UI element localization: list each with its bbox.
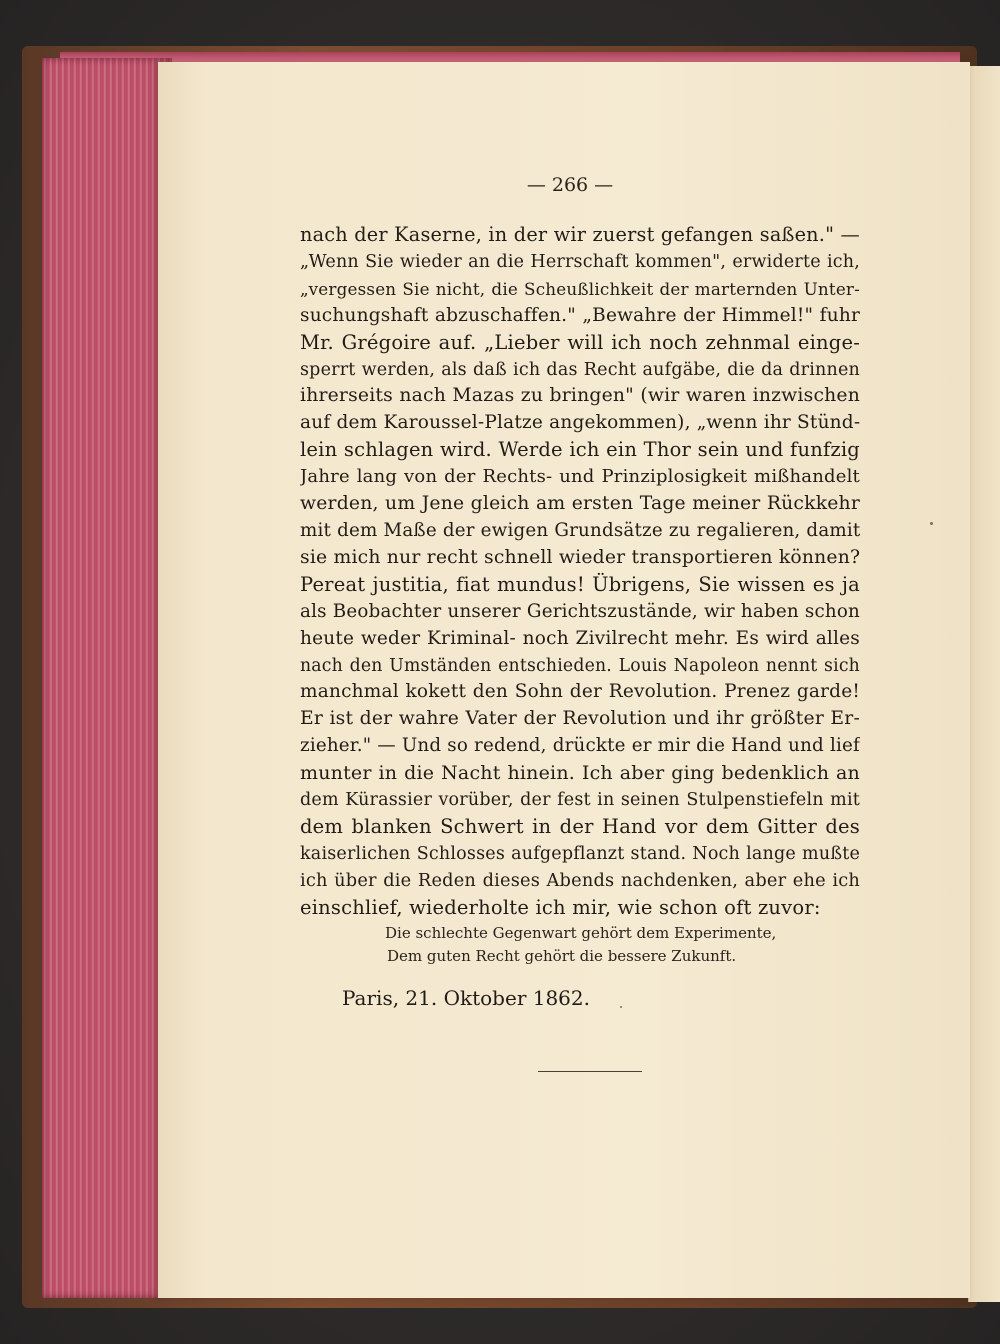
text-line: mit dem Maße der ewigen Grundsätze zu regalieren, damit <box>300 519 860 541</box>
text-line: auf dem Karoussel-Platze angekommen), „wenn ihr Stünd- <box>300 412 860 434</box>
text-line: sie mich nur recht schnell wieder transportieren können? <box>300 546 860 568</box>
text-line: ihrerseits nach Mazas zu bringen" (wir waren inzwischen <box>300 385 860 407</box>
text-line: Er ist der wahre Vater der Revolution und ihr größter Er- <box>300 708 860 730</box>
body-text <box>300 222 860 922</box>
text-line: zieher." — Und so redend, drückte er mir die Hand und lief <box>300 735 860 757</box>
text-line: nach den Umständen entschieden. Louis Napoleon nennt sich <box>300 655 860 676</box>
text-line: manchmal kokett den Sohn der Revolution. Prenez garde! <box>300 681 860 703</box>
page-edges <box>42 58 172 1298</box>
verse-line: Die schlechte Gegenwart gehört dem Experimente, <box>385 924 777 942</box>
text-line: Jahre lang von der Rechts- und Prinziplosigkeit mißhandelt <box>300 466 860 488</box>
text-line: ich über die Reden dieses Abends nachdenken, aber ehe ich <box>300 870 860 891</box>
closing-rule <box>538 1071 642 1072</box>
text-line: werden, um Jene gleich am ersten Tage meiner Rückkehr <box>300 493 860 515</box>
paper-speck <box>620 1006 622 1008</box>
dateline: Paris, 21. Oktober 1862. <box>342 986 590 1010</box>
text-line: „Wenn Sie wieder an die Herrschaft kommen", erwiderte ich, <box>300 251 860 272</box>
next-page-edge <box>968 66 1000 1302</box>
text-line: nach der Kaserne, in der wir zuerst gefangen saßen." — <box>300 223 860 246</box>
text-line: Mr. Grégoire auf. „Lieber will ich noch zehnmal einge- <box>300 330 860 354</box>
text-line: dem blanken Schwert in der Hand vor dem Gitter des <box>300 814 860 838</box>
verse-couplet <box>385 922 785 968</box>
page-number: — 266 — <box>526 174 614 196</box>
verse-line: Dem guten Recht gehört die bessere Zukunft. <box>387 947 737 965</box>
page-edges-top <box>60 52 960 62</box>
text-line: munter in die Nacht hinein. Ich aber ging bedenklich an <box>300 762 860 785</box>
text-line: suchungshaft abzuschaffen." „Bewahre der Himmel!" fuhr <box>300 304 860 326</box>
text-line: lein schlagen wird. Werde ich ein Thor sein und funfzig <box>300 438 860 462</box>
text-line: kaiserlichen Schlosses aufgepflanzt stand. Noch lange mußte <box>300 843 860 864</box>
text-line: „vergessen Sie nicht, die Scheußlichkeit der marternden Unter- <box>300 278 860 299</box>
text-line: Pereat justitia, fiat mundus! Übrigens, Sie wissen es ja <box>300 572 860 596</box>
text-line: heute weder Kriminal- noch Zivilrecht mehr. Es wird alles <box>300 627 860 649</box>
text-line: sperrt werden, als daß ich das Recht aufgäbe, die da drinnen <box>300 359 860 380</box>
text-line: als Beobachter unserer Gerichtszustände, wir haben schon <box>300 600 860 622</box>
text-line: dem Kürassier vorüber, der fest in seinen Stulpenstiefeln mit <box>300 790 860 811</box>
paper-speck <box>930 522 933 525</box>
text-line: einschlief, wiederholte ich mir, wie schon oft zuvor: <box>300 895 821 919</box>
